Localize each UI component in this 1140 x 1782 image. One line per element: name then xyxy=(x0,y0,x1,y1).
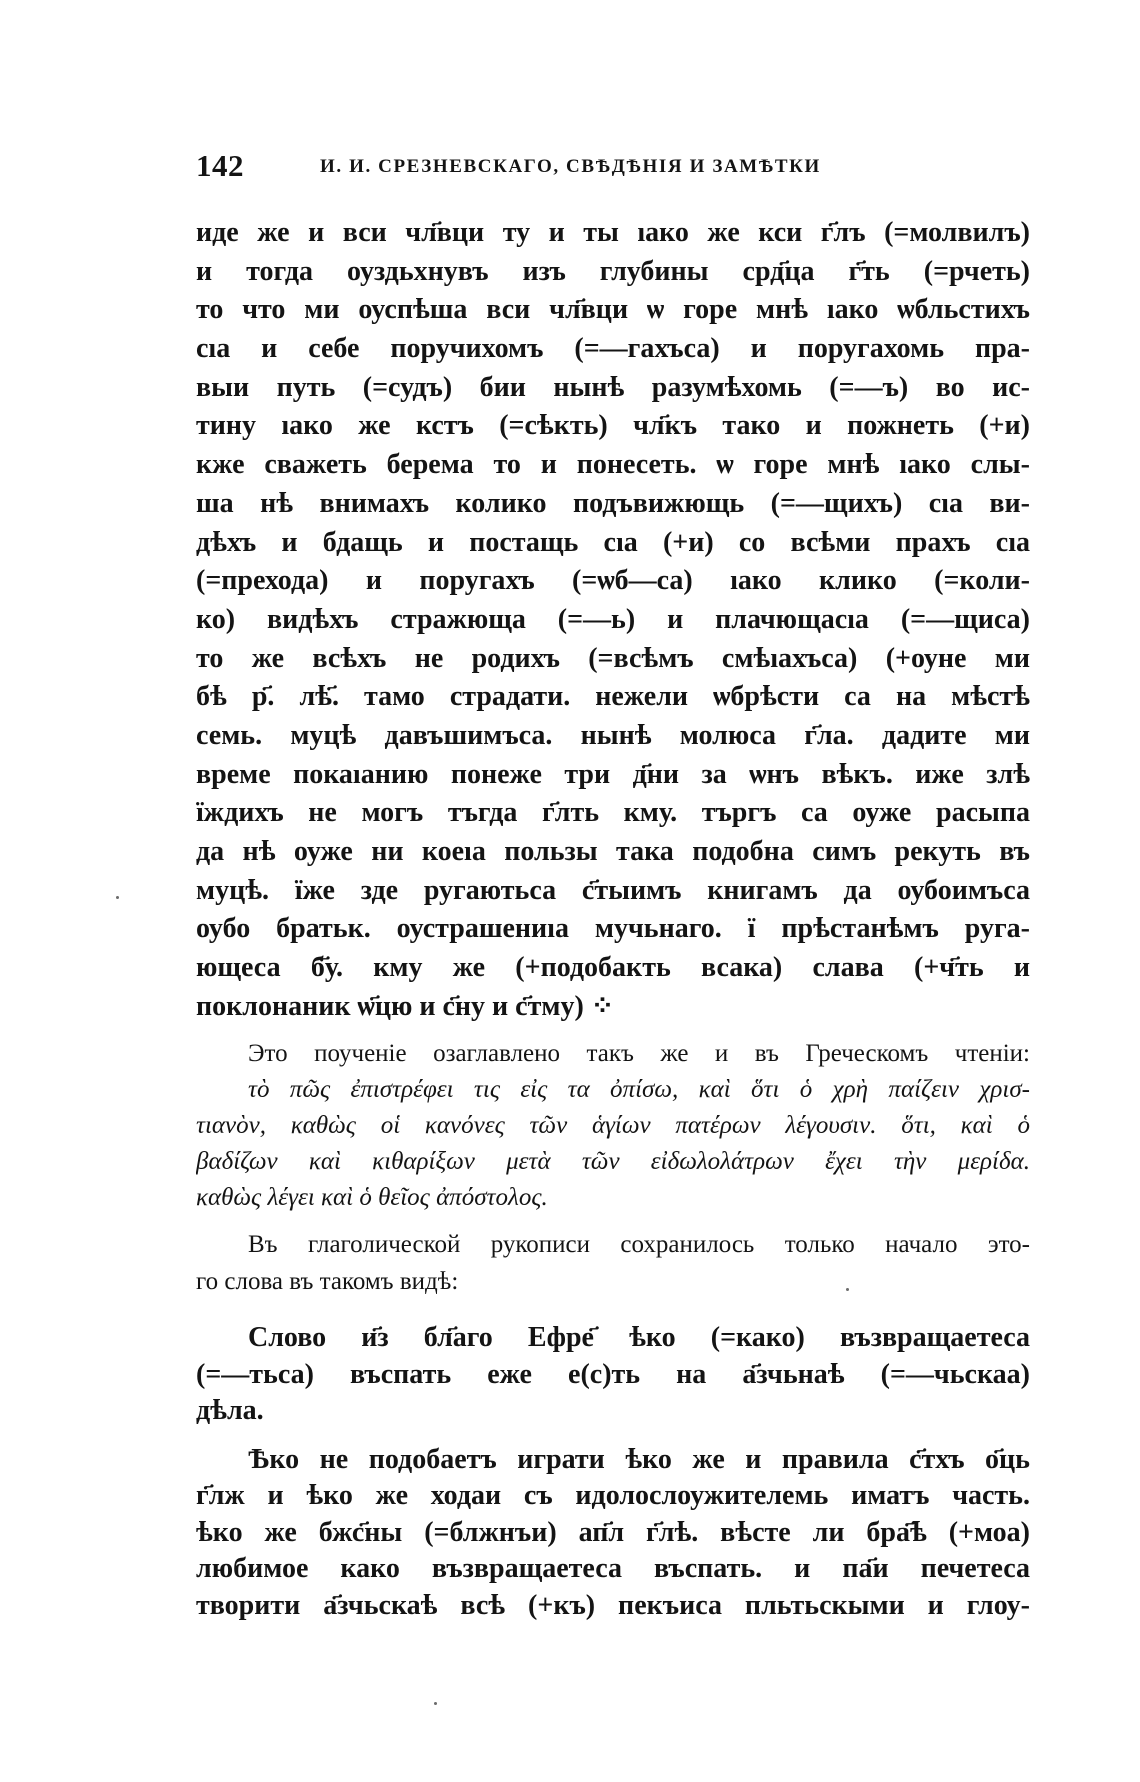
text-line: (=прехода) и поругахъ (=ѡб—са) ıако клико (=коли- xyxy=(196,565,1030,597)
transcription-line: дѣла. xyxy=(196,1395,264,1426)
text-line: ющеса б҃у. кму же (+подобакть всака) слава (+ч҃ть и xyxy=(196,952,1030,984)
text-line: да нѣ оуже ни коеıа пользы така подобна симъ рекуть въ xyxy=(196,836,1030,867)
transcription-line: ѣко же бжс҃ны (=блжнъи) ап҃л г҃лѣ. вѣсте ли бра҃ѣ (+моа) xyxy=(196,1516,1030,1548)
text-line: муцѣ. їже зде ругаютьса с҃тыимъ книгамъ да оубоимъса xyxy=(196,874,1030,906)
text-line: їждихъ не могъ тъгда г҃лть кму. търгъ са оуже расыпа xyxy=(196,797,1030,829)
greek-text xyxy=(196,1072,1030,1216)
transcription-paragraph xyxy=(196,1442,1030,1625)
print-speck xyxy=(846,1288,849,1291)
running-head: И. И. СРЕЗНЕВСКАГО, СВѢДѢНІЯ И ЗАМѢТКИ xyxy=(320,156,821,177)
old-slavonic-text xyxy=(196,214,1030,1026)
greek-line: βαδίζων καὶ κιθαρίξων μετὰ τῶν εἰδωλολάτρων ἔχει τὴν μερίδα. xyxy=(196,1148,1030,1175)
text-line: бѣ р҃. лѣ҃. тамо страдати. нежели ѡбрѣсти са на мѣстѣ xyxy=(196,681,1030,713)
text-line: кже сважеть берема то и понесеть. ѡ горе мнѣ ıако слы- xyxy=(196,449,1030,481)
greek-line: καθὼς λέγει καὶ ὁ θεῖος ἀπόστολος. xyxy=(196,1184,548,1211)
text-line: дѣхъ и бдащь и постащь сıа (+и) со всѣми прахъ сıа xyxy=(196,526,1030,558)
transcription-line: г҃лж и ѣко же ходаи съ идолослоужителемь иматъ часть. xyxy=(196,1480,1030,1511)
print-speck xyxy=(434,1702,437,1705)
text-line: поклонаник ѡ҃цю и с҃ну и с҃тму) ⁘ xyxy=(196,990,615,1022)
text-line: иде же и вси чл҃вци ту и ты ıако же кси г҃лъ (=молвилъ) xyxy=(196,217,1030,248)
transcription-line: творити а҃зчьскаѣ всѣ (+къ) пекъиса пльтьскыми и глоу- xyxy=(196,1589,1030,1621)
text-line: тину ıако же кстъ (=сѣкть) чл҃къ тако и пожнеть (+и) xyxy=(196,410,1030,442)
text-line: време покаıанию понеже три д҃ни за ѡнъ вѣкъ. иже злѣ xyxy=(196,758,1030,790)
glagolitic-manuscript-note xyxy=(196,1226,1030,1300)
greek-reading-note xyxy=(196,1036,1030,1216)
greek-line: τιανὸν, καθὼς οἱ κανόνες τῶν ἁγίων πατέρων λέγουσιν. ὅτι, καὶ ὁ xyxy=(196,1112,1030,1139)
text-line: и тогда оуздьхнувъ изъ глубины срд҃ца г҃ть (=рчеть) xyxy=(196,255,1030,287)
page-header xyxy=(196,146,1026,186)
text-line: выи путь (=судъ) бии нынѣ разумѣхомь (=—ъ) во ис- xyxy=(196,371,1030,403)
glagolitic-transcription xyxy=(196,1320,1030,1624)
transcription-paragraph xyxy=(196,1320,1030,1430)
text-line: оубо братьк. оустрашениıа мучьнаго. ї прѣстанѣмъ руга- xyxy=(196,913,1030,945)
text-line: ко) видѣхъ стражюща (=—ь) и плачющасıа (=—щиса) xyxy=(196,603,1030,635)
text-line: то же всѣхъ не родихъ (=всѣмъ смѣıахъса) (+оуне ми xyxy=(196,642,1030,674)
transcription-line: Слово и҃з бл҃аго Ефре҃ ѣко (=како) възвращаетеса xyxy=(248,1322,1030,1353)
text-line: сıа и себе поручихомъ (=—гахъса) и поругахомь пра- xyxy=(196,333,1030,365)
note-line: Въ глаголической рукописи сохранилось только начало это- xyxy=(248,1231,1030,1258)
print-speck xyxy=(116,896,119,899)
transcription-line: (=—тьса) въспать еже е(с)ть на а҃зчьнаѣ (=—чьскаа) xyxy=(196,1358,1030,1390)
note-line: го слова въ такомъ видѣ: xyxy=(196,1268,459,1295)
greek-line: τὸ πῶς ἐπιστρέφει τις εἰς τα ὀπίσω, καὶ ὅτι ὁ χρὴ παίζειν χρισ- xyxy=(248,1076,1030,1103)
text-line: то что ми оуспѣша вси чл҃вци ѡ горе мнѣ ıако ѡбльстихъ xyxy=(196,294,1030,326)
note-intro-line: Это поученіе озаглавлено такъ же и въ Греческомъ чтеніи: xyxy=(248,1040,1030,1067)
transcription-line: любимое како възвращаетеса въспать. и па҃и печетеса xyxy=(196,1553,1030,1584)
page-number: 142 xyxy=(196,148,244,183)
text-line: ша нѣ внимахъ колико подъвижющь (=—щихъ) сıа ви- xyxy=(196,487,1030,519)
transcription-line: Ѣко не подобаетъ играти ѣко же и правила с҃тхъ о҃ць xyxy=(248,1443,1030,1475)
text-line: семь. муцѣ давъшимъса. нынѣ молюса г҃ла. дадите ми xyxy=(196,719,1030,751)
